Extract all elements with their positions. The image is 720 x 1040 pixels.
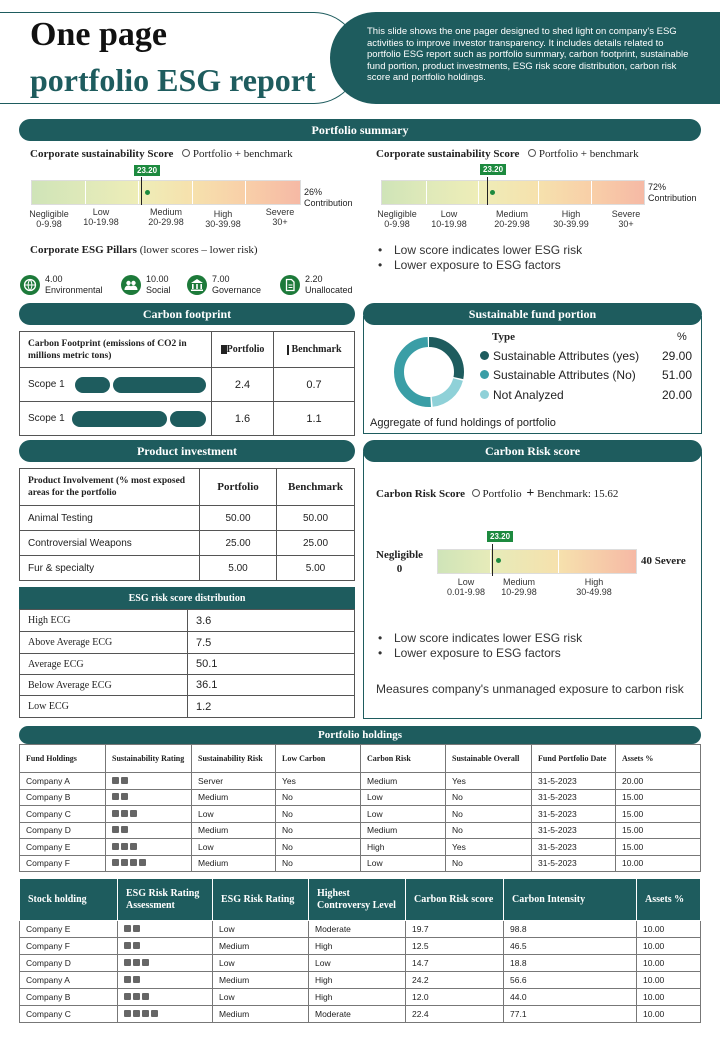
right-scale-label-1: Low 10-19.98 [431, 209, 467, 229]
rating-square-icon [133, 959, 140, 966]
carbon-risk-notes [376, 631, 582, 661]
rating-square-icon [130, 810, 137, 817]
table-row: Company B Low High 12.0 44.0 10.00 [20, 989, 701, 1006]
left-score-title: Corporate sustainability Score Portfolio + benchmark [30, 148, 293, 160]
rating-square-icon [139, 859, 146, 866]
table-row: Company F Medium No Low No 31-5-2023 10.00 [20, 855, 701, 872]
table-row: Scope 1 2.4 0.7 [20, 368, 355, 402]
carbon-risk-caption: Measures company's unmanaged exposure to carbon risk [376, 682, 684, 696]
fund-type-label: Type [492, 331, 516, 343]
right-score-marker: 23.20 [480, 164, 506, 175]
table-row: Animal Testing 50.00 50.00 [20, 506, 355, 531]
fund-legend-row: Sustainable Attributes (yes) 29.00 [480, 349, 692, 363]
cr-scale-label-2: High 30-49.98 [576, 577, 612, 597]
portfolio-holdings-heading: Portfolio holdings [19, 726, 701, 744]
rating-square-icon [121, 843, 128, 850]
page-title-line1: One page [30, 16, 167, 53]
table-row: Average ECG 50.1 [20, 654, 355, 675]
table-row: Company A Medium High 24.2 56.6 10.00 [20, 972, 701, 989]
rating-square-icon [124, 1010, 131, 1017]
table-row: Company C Low No Low No 31-5-2023 15.00 [20, 806, 701, 823]
rating-square-icon [133, 942, 140, 949]
rating-square-icon [151, 1010, 158, 1017]
sh-header-row: Stock holding ESG Risk Rating Assessment ESG Risk Rating Highest Controversy Level Carbon Risk score Carbon Intensity Assets % [20, 879, 701, 921]
table-row: Company D Medium No Medium No 31-5-2023 15.00 [20, 822, 701, 839]
building-icon [187, 275, 207, 295]
rating-square-icon [121, 859, 128, 866]
table-row: Above Average ECG 7.5 [20, 632, 355, 654]
left-scale-label-2: Medium 20-29.98 [148, 207, 184, 227]
left-score-scale [31, 180, 301, 205]
rating-square-icon [112, 843, 119, 850]
pillar-environmental: 4.00 Environmental [45, 274, 103, 295]
pillars-title: Corporate ESG Pillars (lower scores – lower risk) [30, 244, 258, 256]
carbon-risk-note: • Lower exposure to ESG factors [376, 646, 582, 661]
esg-distribution-table [19, 609, 355, 718]
carbon-risk-scale [437, 549, 637, 574]
cf-col-header: Carbon Footprint (emissions of CO2 in millions metric tons) [20, 332, 212, 368]
right-score-pointer [487, 177, 488, 205]
scope-bar-benchmark [170, 411, 206, 427]
table-row: Scope 1 1.6 1.1 [20, 402, 355, 436]
left-scale-label-3: High 30-39.98 [205, 209, 241, 229]
rating-square-icon [142, 1010, 149, 1017]
carbon-risk-marker: 23.20 [487, 531, 513, 542]
right-scale-label-3: High 30-39.99 [553, 209, 589, 229]
table-row: Company A Server Yes Medium Yes 31-5-2023 20.00 [20, 773, 701, 790]
summary-notes [376, 243, 582, 273]
right-score-dot [490, 190, 495, 195]
product-investment-heading: Product investment [19, 440, 355, 462]
stock-holdings-table [19, 878, 701, 1023]
cf-benchmark-header: Benchmark [274, 332, 355, 368]
scope-bar-portfolio [75, 377, 110, 393]
table-row: Below Average ECG 36.1 [20, 675, 355, 696]
cr-scale-label-0: Low 0.01-9.98 [446, 577, 486, 597]
carbon-risk-left-label: Negligible 0 [376, 549, 424, 575]
rating-square-icon [133, 976, 140, 983]
rating-square-icon [121, 826, 128, 833]
carbon-footprint-heading: Carbon footprint [19, 303, 355, 325]
document-icon [280, 275, 300, 295]
left-score-dot [145, 190, 150, 195]
pillar-governance: 7.00 Governance [212, 274, 262, 295]
right-score-title: Corporate sustainability Score Portfolio + benchmark [376, 148, 639, 160]
rating-square-icon [142, 959, 149, 966]
pillar-social: 10.00 Social [146, 274, 171, 295]
table-row: Controversial Weapons 25.00 25.00 [20, 531, 355, 556]
left-score-marker: 23.20 [134, 165, 160, 176]
rating-square-icon [112, 793, 119, 800]
rating-square-icon [124, 925, 131, 932]
rating-square-icon [124, 942, 131, 949]
table-row: Company F Medium High 12.5 46.5 10.00 [20, 938, 701, 955]
left-scale-label-0: Negligible 0-9.98 [29, 209, 69, 229]
carbon-risk-title: Carbon Risk Score Portfolio + Benchmark: 15.62 [376, 486, 619, 501]
rating-square-icon [133, 1010, 140, 1017]
esg-distribution-heading: ESG risk score distribution [19, 587, 355, 609]
table-row: Company D Low Low 14.7 18.8 10.00 [20, 955, 701, 972]
right-contribution: 72% Contribution [648, 182, 697, 203]
summary-note: • Low score indicates lower ESG risk [376, 243, 582, 258]
right-scale-label-2: Medium 20-29.98 [494, 209, 530, 229]
left-scale-label-1: Low 10-19.98 [83, 207, 119, 227]
sustainable-fund-heading: Sustainable fund portion [363, 303, 702, 325]
carbon-risk-right-label: 40 Severe [641, 555, 686, 567]
rating-square-icon [121, 810, 128, 817]
carbon-risk-pointer [492, 544, 493, 576]
product-investment-table [19, 468, 355, 581]
carbon-risk-note: • Low score indicates lower ESG risk [376, 631, 582, 646]
rating-square-icon [121, 793, 128, 800]
rating-square-icon [124, 959, 131, 966]
ph-header-row: Fund Holdings Sustainability Rating Sustainability Risk Low Carbon Carbon Risk Sustainable Overall Fund Portfolio Date Assets % [20, 745, 701, 773]
right-scale-label-0: Negligible 0-9.98 [377, 209, 417, 229]
table-row: Company E Low Moderate 19.7 98.8 10.00 [20, 921, 701, 938]
rating-square-icon [142, 993, 149, 1000]
right-scale-label-4: Severe 30+ [611, 209, 641, 229]
legend-dot-icon [480, 351, 489, 360]
legend-dot-icon [480, 370, 489, 379]
portfolio-summary-heading: Portfolio summary [19, 119, 701, 141]
rating-square-icon [124, 993, 131, 1000]
carbon-risk-heading: Carbon Risk score [363, 440, 702, 462]
fund-legend-row: Sustainable Attributes (No) 51.00 [480, 368, 692, 382]
pillar-unallocated: 2.20 Unallocated [305, 274, 353, 295]
left-score-pointer [141, 177, 142, 205]
rating-square-icon [124, 976, 131, 983]
scope-bar-portfolio [72, 411, 167, 427]
pi-benchmark-header: Benchmark [277, 469, 355, 506]
header-description: This slide shows the one pager designed to shed light on company's ESG activities to improve investor transparency. It includes details related to portfolio ESG report such as portfolio summary, carbon footprint, sustainable fund portion, product investments, ESG risk score distribution, carbon risk score and portfolio holdings. [367, 26, 689, 83]
fund-donut-chart [391, 334, 467, 410]
rating-square-icon [112, 859, 119, 866]
right-score-scale [381, 180, 645, 205]
rating-square-icon [133, 993, 140, 1000]
pi-col-header: Product Involvement (% most exposed areas for the portfolio [20, 469, 200, 506]
rating-square-icon [130, 843, 137, 850]
carbon-risk-dot [496, 558, 501, 563]
table-row: Company E Low No High Yes 31-5-2023 15.00 [20, 839, 701, 856]
cr-scale-label-1: Medium 10-29.98 [501, 577, 537, 597]
legend-dot-icon [480, 390, 489, 399]
globe-icon [20, 275, 40, 295]
rating-square-icon [112, 810, 119, 817]
pi-portfolio-header: Portfolio [200, 469, 277, 506]
rating-square-icon [121, 777, 128, 784]
table-row: Company C Medium Moderate 22.4 77.1 10.00 [20, 1006, 701, 1023]
table-row: High ECG 3.6 [20, 610, 355, 632]
table-row: Low ECG 1.2 [20, 696, 355, 718]
left-scale-label-4: Severe 30+ [265, 207, 295, 227]
left-contribution: 26% Contribution [304, 187, 353, 208]
table-row: Company B Medium No Low No 31-5-2023 15.00 [20, 789, 701, 806]
carbon-footprint-table [19, 331, 355, 436]
fund-pct-label: % [677, 331, 687, 343]
portfolio-holdings-table [19, 744, 701, 872]
table-row: Fur & specialty 5.00 5.00 [20, 556, 355, 581]
cf-portfolio-header: Portfolio [212, 332, 274, 368]
rating-square-icon [130, 859, 137, 866]
rating-square-icon [112, 826, 119, 833]
rating-square-icon [112, 777, 119, 784]
summary-note: • Lower exposure to ESG factors [376, 258, 582, 273]
fund-legend-row: Not Analyzed 20.00 [480, 388, 692, 402]
fund-caption: Aggregate of fund holdings of portfolio [370, 417, 556, 429]
people-icon [121, 275, 141, 295]
scope-bar-benchmark [113, 377, 206, 393]
rating-square-icon [133, 925, 140, 932]
page-title-line2: portfolio ESG report [30, 62, 316, 98]
